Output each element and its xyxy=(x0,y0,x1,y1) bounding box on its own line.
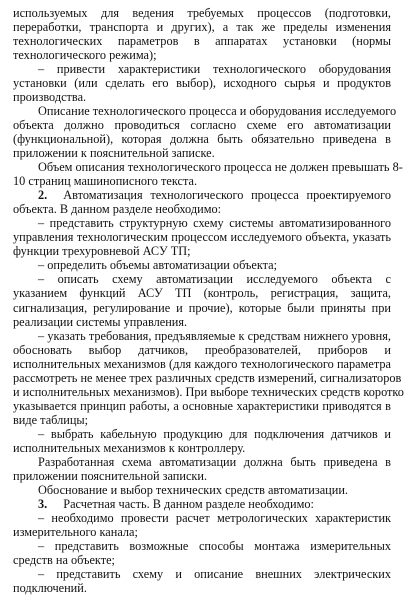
text-line: исполнительных механизмов (для каждого технологического параметра xyxy=(13,356,391,371)
text-line: объекта. В данном разделе необходимо: xyxy=(13,202,222,217)
text-line: – указать требования, предъявляемые к средствам нижнего уровня, xyxy=(38,328,391,343)
text-line: технологического режима); xyxy=(13,48,157,63)
text-line: (функциональной), которая должна быть обязательно приведена в xyxy=(13,132,391,147)
text-line: Объем описания технологического процесса не должен превышать 8- xyxy=(38,160,403,175)
text-line: функции трехуровневой АСУ ТП; xyxy=(13,244,191,259)
section-title: Автоматизация технологического процесса проектируемого xyxy=(63,188,391,203)
text-line: исполнительных механизмов к контроллеру. xyxy=(13,440,246,455)
text-line: – выбрать кабельную продукцию для подключения датчиков и xyxy=(38,426,391,441)
section-number: 3. xyxy=(38,496,48,511)
text-line: переработки, транспорта и других), а так же пределы изменения xyxy=(13,20,391,35)
section-title: Расчетная часть. В данном разделе необходимо: xyxy=(63,496,314,511)
text-line: Разработанная схема автоматизации должна быть приведена в xyxy=(38,454,391,469)
text-line: средств на объекте; xyxy=(13,552,115,567)
text-line: приложении к пояснительной записке. xyxy=(13,146,215,161)
text-line: Обоснование и выбор технических средств автоматизации. xyxy=(38,482,348,497)
text-line: производства. xyxy=(13,90,87,105)
section-heading-3 xyxy=(38,497,391,511)
text-line: технологических параметров в аппаратах установки (нормы xyxy=(13,34,391,49)
text-line: обосновать выбор датчиков, преобразователей, приборов и xyxy=(13,342,391,357)
text-line: и исполнительных механизмов). При выборе технических средств коротко xyxy=(13,384,404,399)
text-line: – необходимо провести расчет метрологических характеристик xyxy=(38,510,391,525)
text-line: реализации системы управления. xyxy=(13,314,188,329)
text-line: – определить объемы автоматизации объекта; xyxy=(38,258,278,273)
text-line: – представить схему и описание внешних электрических xyxy=(38,566,391,581)
text-line: виде таблицы; xyxy=(13,412,89,427)
text-line: измерительного канала; xyxy=(13,524,138,539)
text-line: – описать схему автоматизации исследуемого объекта с xyxy=(38,272,391,287)
text-line: используемых для ведения требуемых процессов (подготовки, xyxy=(13,6,391,20)
text-line: указывается принцип работы, а основные характеристики приводятся в xyxy=(13,398,391,413)
text-line: установки (или сделать его выбор), исходного сырья и продуктов xyxy=(13,76,391,91)
text-line: приложении пояснительной записки. xyxy=(13,468,208,483)
text-line: – представить возможные способы монтажа измерительных xyxy=(38,538,391,553)
text-line: управления технологическим процессом исследуемого объекта, указать xyxy=(13,230,391,245)
text-line: – привести характеристики технологического оборудования xyxy=(38,62,391,77)
text-line: Описание технологического процесса и оборудования исследуемого xyxy=(38,104,397,119)
text-line: 10 страниц машинописного текста. xyxy=(13,174,198,189)
text-line: сигнализация, регулирование и прочие), которые были приняты при xyxy=(13,300,391,315)
text-line: объекта должно проводиться согласно схеме его автоматизации xyxy=(13,118,391,133)
text-line: рассмотреть не менее трех различных средств измерений, сигнализаторов xyxy=(13,370,402,385)
section-heading-2 xyxy=(38,188,391,202)
section-number: 2. xyxy=(38,188,48,203)
text-line: подключений. xyxy=(13,581,87,595)
text-line: указанием функций АСУ ТП (контроль, регистрация, защита, xyxy=(13,286,391,301)
text-line: – представить структурную схему системы автоматизированного xyxy=(38,216,391,231)
